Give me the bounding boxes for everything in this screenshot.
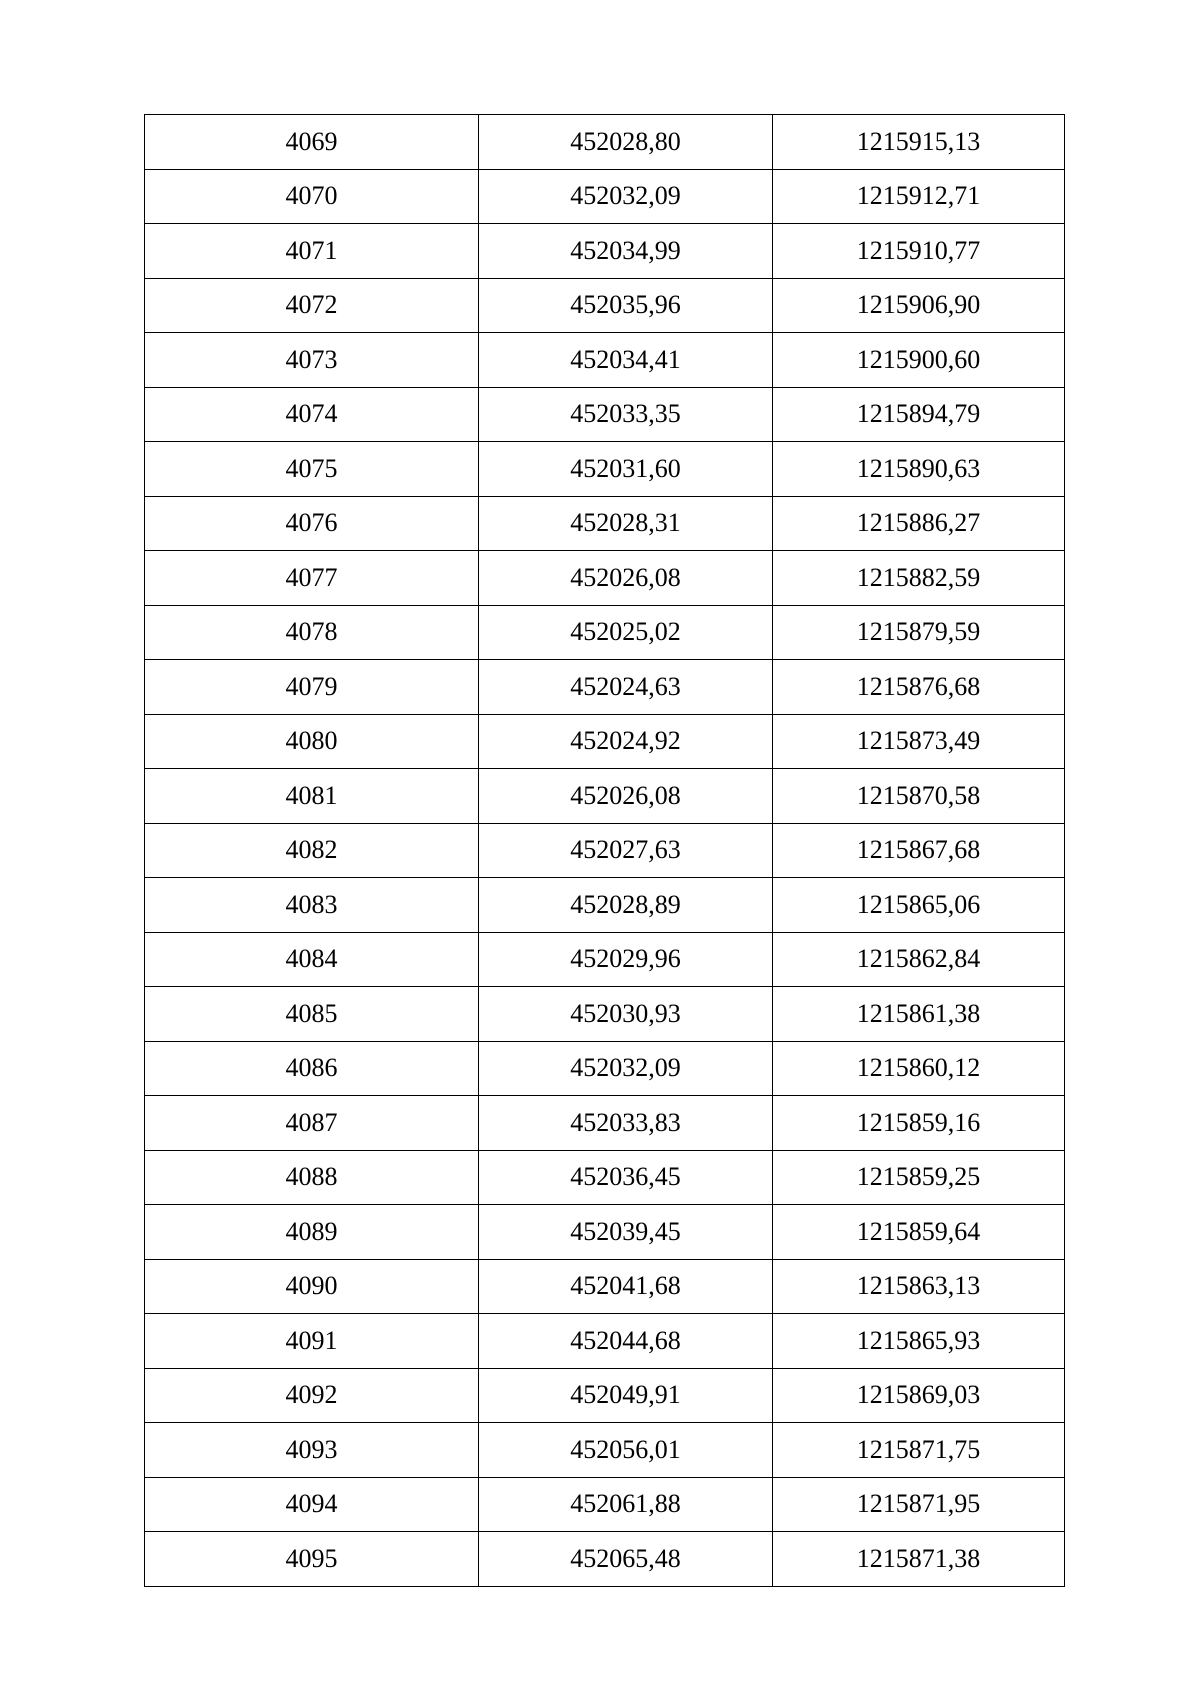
x-coordinate-cell: 452033,83: [479, 1096, 773, 1151]
point-number-cell: 4082: [145, 823, 479, 878]
table-row: [145, 714, 1065, 769]
x-coordinate-cell: 452036,45: [479, 1150, 773, 1205]
x-coordinate-cell: 452030,93: [479, 987, 773, 1042]
x-coordinate-cell: 452033,35: [479, 387, 773, 442]
y-coordinate-cell: 1215862,84: [773, 932, 1065, 987]
table-row: [145, 551, 1065, 606]
table-row: [145, 1368, 1065, 1423]
point-number-cell: 4077: [145, 551, 479, 606]
x-coordinate-cell: 452056,01: [479, 1423, 773, 1478]
point-number-cell: 4089: [145, 1205, 479, 1260]
y-coordinate-cell: 1215859,25: [773, 1150, 1065, 1205]
x-coordinate-cell: 452035,96: [479, 278, 773, 333]
y-coordinate-cell: 1215886,27: [773, 496, 1065, 551]
y-coordinate-cell: 1215865,06: [773, 878, 1065, 933]
table-row: [145, 769, 1065, 824]
x-coordinate-cell: 452041,68: [479, 1259, 773, 1314]
point-number-cell: 4084: [145, 932, 479, 987]
table-row: [145, 660, 1065, 715]
x-coordinate-cell: 452034,99: [479, 224, 773, 279]
x-coordinate-cell: 452029,96: [479, 932, 773, 987]
table-row: [145, 387, 1065, 442]
y-coordinate-cell: 1215912,71: [773, 169, 1065, 224]
y-coordinate-cell: 1215871,75: [773, 1423, 1065, 1478]
point-number-cell: 4088: [145, 1150, 479, 1205]
coordinates-table-body: [145, 115, 1065, 1587]
point-number-cell: 4070: [145, 169, 479, 224]
y-coordinate-cell: 1215861,38: [773, 987, 1065, 1042]
y-coordinate-cell: 1215906,90: [773, 278, 1065, 333]
y-coordinate-cell: 1215873,49: [773, 714, 1065, 769]
y-coordinate-cell: 1215863,13: [773, 1259, 1065, 1314]
x-coordinate-cell: 452025,02: [479, 605, 773, 660]
x-coordinate-cell: 452061,88: [479, 1477, 773, 1532]
point-number-cell: 4076: [145, 496, 479, 551]
point-number-cell: 4073: [145, 333, 479, 388]
x-coordinate-cell: 452027,63: [479, 823, 773, 878]
y-coordinate-cell: 1215879,59: [773, 605, 1065, 660]
point-number-cell: 4093: [145, 1423, 479, 1478]
table-row: [145, 278, 1065, 333]
x-coordinate-cell: 452032,09: [479, 169, 773, 224]
point-number-cell: 4080: [145, 714, 479, 769]
table-row: [145, 496, 1065, 551]
y-coordinate-cell: 1215900,60: [773, 333, 1065, 388]
point-number-cell: 4069: [145, 115, 479, 170]
y-coordinate-cell: 1215882,59: [773, 551, 1065, 606]
table-row: [145, 1477, 1065, 1532]
table-row: [145, 115, 1065, 170]
point-number-cell: 4094: [145, 1477, 479, 1532]
x-coordinate-cell: 452034,41: [479, 333, 773, 388]
x-coordinate-cell: 452031,60: [479, 442, 773, 497]
x-coordinate-cell: 452024,92: [479, 714, 773, 769]
x-coordinate-cell: 452026,08: [479, 769, 773, 824]
y-coordinate-cell: 1215871,95: [773, 1477, 1065, 1532]
table-row: [145, 1041, 1065, 1096]
table-row: [145, 224, 1065, 279]
y-coordinate-cell: 1215860,12: [773, 1041, 1065, 1096]
point-number-cell: 4090: [145, 1259, 479, 1314]
point-number-cell: 4071: [145, 224, 479, 279]
table-row: [145, 932, 1065, 987]
point-number-cell: 4086: [145, 1041, 479, 1096]
point-number-cell: 4072: [145, 278, 479, 333]
point-number-cell: 4079: [145, 660, 479, 715]
table-row: [145, 333, 1065, 388]
y-coordinate-cell: 1215859,16: [773, 1096, 1065, 1151]
x-coordinate-cell: 452026,08: [479, 551, 773, 606]
x-coordinate-cell: 452024,63: [479, 660, 773, 715]
x-coordinate-cell: 452039,45: [479, 1205, 773, 1260]
coordinates-table: [144, 114, 1065, 1587]
point-number-cell: 4095: [145, 1532, 479, 1587]
table-row: [145, 1096, 1065, 1151]
point-number-cell: 4081: [145, 769, 479, 824]
table-row: [145, 1532, 1065, 1587]
table-row: [145, 823, 1065, 878]
table-row: [145, 1423, 1065, 1478]
table-row: [145, 1314, 1065, 1369]
point-number-cell: 4083: [145, 878, 479, 933]
point-number-cell: 4085: [145, 987, 479, 1042]
point-number-cell: 4074: [145, 387, 479, 442]
y-coordinate-cell: 1215894,79: [773, 387, 1065, 442]
y-coordinate-cell: 1215867,68: [773, 823, 1065, 878]
y-coordinate-cell: 1215910,77: [773, 224, 1065, 279]
y-coordinate-cell: 1215890,63: [773, 442, 1065, 497]
table-row: [145, 1150, 1065, 1205]
point-number-cell: 4092: [145, 1368, 479, 1423]
y-coordinate-cell: 1215876,68: [773, 660, 1065, 715]
table-row: [145, 1259, 1065, 1314]
y-coordinate-cell: 1215870,58: [773, 769, 1065, 824]
table-row: [145, 605, 1065, 660]
table-row: [145, 442, 1065, 497]
y-coordinate-cell: 1215869,03: [773, 1368, 1065, 1423]
y-coordinate-cell: 1215865,93: [773, 1314, 1065, 1369]
point-number-cell: 4087: [145, 1096, 479, 1151]
x-coordinate-cell: 452028,89: [479, 878, 773, 933]
x-coordinate-cell: 452065,48: [479, 1532, 773, 1587]
point-number-cell: 4078: [145, 605, 479, 660]
x-coordinate-cell: 452049,91: [479, 1368, 773, 1423]
x-coordinate-cell: 452044,68: [479, 1314, 773, 1369]
x-coordinate-cell: 452032,09: [479, 1041, 773, 1096]
y-coordinate-cell: 1215859,64: [773, 1205, 1065, 1260]
point-number-cell: 4075: [145, 442, 479, 497]
table-row: [145, 1205, 1065, 1260]
table-row: [145, 878, 1065, 933]
x-coordinate-cell: 452028,31: [479, 496, 773, 551]
y-coordinate-cell: 1215915,13: [773, 115, 1065, 170]
x-coordinate-cell: 452028,80: [479, 115, 773, 170]
y-coordinate-cell: 1215871,38: [773, 1532, 1065, 1587]
point-number-cell: 4091: [145, 1314, 479, 1369]
table-row: [145, 169, 1065, 224]
table-row: [145, 987, 1065, 1042]
